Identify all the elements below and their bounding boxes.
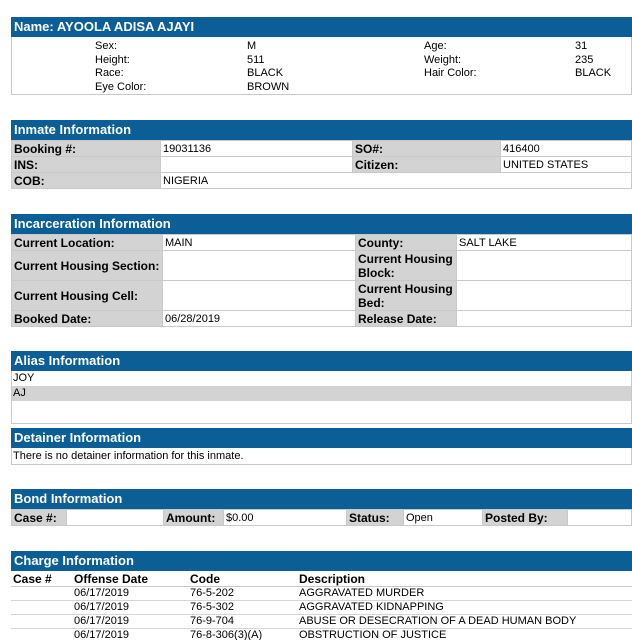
bond-header: Bond Information <box>11 489 632 509</box>
charge-desc: AGGRAVATED KIDNAPPING <box>297 601 632 615</box>
charge-case <box>11 615 72 629</box>
alias-item: JOY <box>13 372 35 384</box>
charge-code: 76-5-302 <box>188 601 297 615</box>
charge-col-offense-date: Offense Date <box>72 571 188 587</box>
release-date-label: Release Date: <box>356 311 457 327</box>
alias-item: AJ <box>12 386 631 401</box>
ins-label: INS: <box>12 157 161 173</box>
inmate-header: Inmate Information <box>11 120 632 140</box>
charge-code: 76-8-306(3)(A) <box>188 629 297 640</box>
location-value: MAIN <box>163 235 356 251</box>
table-row <box>11 587 632 601</box>
housing-cell-label: Current Housing Cell: <box>12 281 163 311</box>
height-value: 511 <box>247 53 265 66</box>
sex-value: M <box>247 40 257 53</box>
table-row <box>11 601 632 615</box>
name-header: Name: AYOOLA ADISA AJAYI <box>11 17 632 37</box>
age-value: 31 <box>575 40 588 53</box>
person-details-table <box>12 40 631 94</box>
eye-color-label: Eye Color: <box>95 80 147 93</box>
incarceration-table <box>11 234 632 327</box>
bond-amount-value: $0.00 <box>224 510 347 526</box>
incarceration-section <box>11 214 632 327</box>
citizen-value: UNITED STATES <box>501 157 632 173</box>
charge-col-code: Code <box>188 571 297 587</box>
sex-label: Sex: <box>95 40 118 53</box>
housing-block-label: Current Housing Block: <box>356 251 457 281</box>
table-row <box>11 629 632 640</box>
table-row <box>11 615 632 629</box>
charge-case <box>11 601 72 615</box>
charge-code: 76-5-202 <box>188 587 297 601</box>
race-label: Race: <box>95 67 124 80</box>
cob-label: COB: <box>12 173 161 189</box>
charge-case <box>11 587 72 601</box>
charge-desc: AGGRAVATED MURDER <box>297 587 632 601</box>
location-label: Current Location: <box>12 235 163 251</box>
hair-color-value: BLACK <box>575 67 612 80</box>
weight-value: 235 <box>575 53 594 66</box>
detainer-header: Detainer Information <box>11 428 632 448</box>
charge-case <box>11 629 72 640</box>
release-date-value <box>457 311 632 327</box>
charge-desc: ABUSE OR DESECRATION OF A DEAD HUMAN BODY <box>297 615 632 629</box>
charge-col-case: Case # <box>11 571 72 587</box>
hair-color-label: Hair Color: <box>424 67 477 80</box>
inmate-table <box>11 140 632 189</box>
charge-table <box>11 571 632 640</box>
bond-status-label: Status: <box>347 510 404 526</box>
bond-posted-value <box>568 510 632 526</box>
charge-col-description: Description <box>297 571 632 587</box>
charge-date: 06/17/2019 <box>72 615 188 629</box>
detainer-message: There is no detainer information for this inmate. <box>11 448 632 465</box>
charge-code: 76-9-704 <box>188 615 297 629</box>
cob-value: NIGERIA <box>161 173 632 189</box>
bond-case-value <box>67 510 164 526</box>
incarceration-header: Incarceration Information <box>11 214 632 234</box>
booking-label: Booking #: <box>12 141 161 157</box>
name-section <box>11 17 632 95</box>
bond-posted-label: Posted By: <box>483 510 568 526</box>
age-label: Age: <box>424 40 447 53</box>
county-label: County: <box>356 235 457 251</box>
eye-color-value: BROWN <box>247 80 290 93</box>
housing-section-value <box>163 251 356 281</box>
bond-section <box>11 489 632 526</box>
height-label: Height: <box>95 53 130 66</box>
inmate-section <box>11 120 632 189</box>
bond-status-value: Open <box>404 510 483 526</box>
alias-list <box>11 371 632 424</box>
charge-date: 06/17/2019 <box>72 587 188 601</box>
bond-table <box>11 509 632 526</box>
housing-cell-value <box>163 281 356 311</box>
booked-date-label: Booked Date: <box>12 311 163 327</box>
county-value: SALT LAKE <box>457 235 632 251</box>
race-value: BLACK <box>247 67 284 80</box>
citizen-label: Citizen: <box>353 157 501 173</box>
charge-desc: OBSTRUCTION OF JUSTICE <box>297 629 632 640</box>
housing-section-label: Current Housing Section: <box>12 251 163 281</box>
charge-date: 06/17/2019 <box>72 601 188 615</box>
booking-value: 19031136 <box>161 141 353 157</box>
ins-value <box>161 157 353 173</box>
empty-label <box>424 81 575 95</box>
so-value: 416400 <box>501 141 632 157</box>
bond-amount-label: Amount: <box>164 510 224 526</box>
person-details <box>11 37 632 95</box>
detainer-section <box>11 428 632 465</box>
charge-header: Charge Information <box>11 551 632 571</box>
alias-section <box>11 351 632 424</box>
housing-bed-label: Current Housing Bed: <box>356 281 457 311</box>
empty-value <box>575 81 631 95</box>
housing-bed-value <box>457 281 632 311</box>
alias-header: Alias Information <box>11 351 632 371</box>
bond-case-label: Case #: <box>12 510 67 526</box>
charge-section <box>11 551 632 640</box>
charge-date: 06/17/2019 <box>72 629 188 640</box>
weight-label: Weight: <box>424 53 462 66</box>
so-label: SO#: <box>353 141 501 157</box>
booked-date-value: 06/28/2019 <box>163 311 356 327</box>
housing-block-value <box>457 251 632 281</box>
